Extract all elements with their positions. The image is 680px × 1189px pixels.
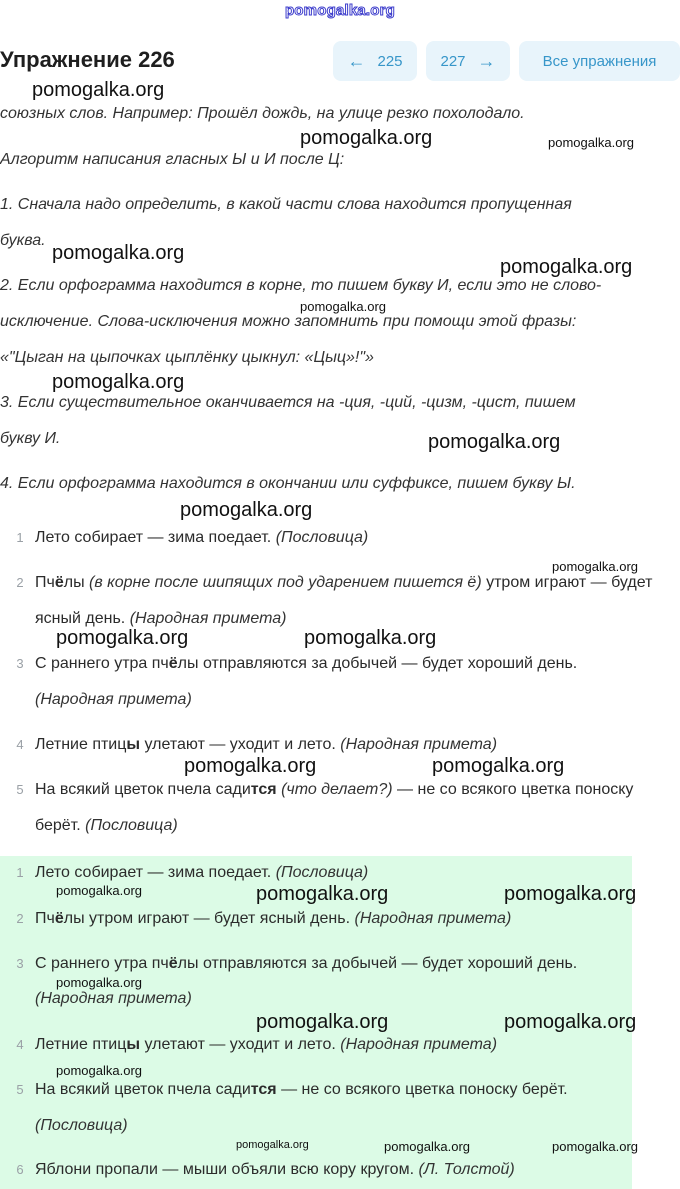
- watermark: pomogalka.org: [256, 1011, 389, 1033]
- item-number: 1: [16, 530, 24, 545]
- watermark: pomogalka.org: [504, 1011, 637, 1033]
- item-text: С раннего утра пчёлы отправляются за добычей — будет хороший день. (Народная примета): [35, 655, 578, 708]
- watermark: pomogalka.org: [56, 975, 142, 990]
- item-text: Лето собирает — зима поедает. (Пословица): [35, 864, 369, 881]
- watermark: pomogalka.org: [500, 256, 633, 278]
- item-text: Лето собирает — зима поедает. (Пословица): [35, 529, 369, 546]
- watermark: pomogalka.org: [56, 627, 189, 649]
- prev-exercise-label: 225: [377, 52, 403, 70]
- watermark: pomogalka.org: [256, 883, 389, 905]
- next-exercise-label: 227: [440, 52, 466, 70]
- item-text: С раннего утра пчёлы отправляются за добычей — будет хороший день. (Народная примета): [35, 955, 578, 1007]
- prev-exercise-button[interactable]: [333, 41, 417, 81]
- watermark: pomogalka.org: [504, 883, 637, 905]
- item-text: Яблони пропали — мыши объяли всю кору кругом. (Л. Толстой): [35, 1161, 515, 1178]
- item-number: 2: [16, 911, 24, 926]
- item-number: 3: [16, 656, 24, 671]
- site-header-logo[interactable]: pomogalka.org: [284, 2, 396, 19]
- algorithm-line: 2. Если орфограмма находится в корне, то пишем букву И, если это не слово-: [0, 277, 602, 294]
- algorithm-line: союзных слов. Например: Прошёл дождь, на улице резко похолодало.: [0, 105, 525, 122]
- item-number: 5: [16, 1082, 24, 1097]
- algorithm-line: 4. Если орфограмма находится в окончании или суффиксе, пишем букву Ы.: [0, 475, 576, 492]
- watermark: pomogalka.org: [52, 242, 185, 264]
- watermark: pomogalka.org: [300, 127, 433, 149]
- all-exercises-button[interactable]: Все упражнения: [519, 41, 680, 81]
- item-number: 6: [16, 1162, 24, 1177]
- watermark: pomogalka.org: [428, 431, 561, 453]
- watermark: pomogalka.org: [56, 1063, 142, 1078]
- watermark: pomogalka.org: [548, 135, 634, 150]
- item-text: Летние птицы улетают — уходит и лето. (Народная примета): [35, 1036, 498, 1053]
- algorithm-line: букву И.: [0, 430, 61, 447]
- algorithm-line: 3. Если существительное оканчивается на -ция, -ций, -цизм, -цист, пишем: [0, 394, 576, 411]
- arrow-left-icon: ←: [347, 50, 366, 71]
- watermark: pomogalka.org: [236, 1139, 309, 1151]
- watermark: pomogalka.org: [52, 371, 185, 393]
- item-number: 4: [16, 737, 24, 752]
- watermark: pomogalka.org: [552, 559, 638, 574]
- watermark: pomogalka.org: [184, 755, 317, 777]
- algorithm-line: исключение. Слова-исключения можно запомнить при помощи этой фразы:: [0, 313, 577, 330]
- algorithm-line: 1. Сначала надо определить, в какой части слова находится пропущенная: [0, 196, 572, 213]
- watermark: pomogalka.org: [432, 755, 565, 777]
- item-text: Пчёлы (в корне после шипящих под ударением пишется ё) утром играют — будет ясный день. (Народная примета): [35, 574, 653, 627]
- watermark: pomogalka.org: [384, 1139, 470, 1154]
- algorithm-line: «"Цыган на цыпочках цыплёнку цыкнул: «Цыц»!"»: [0, 349, 374, 366]
- item-text: На всякий цветок пчела садится (что делает?) — не со всякого цветка поноску берёт. (Пословица): [35, 781, 634, 834]
- item-number: 5: [16, 782, 24, 797]
- watermark: pomogalka.org: [180, 499, 313, 521]
- item-number: 3: [16, 956, 24, 971]
- watermark: pomogalka.org: [32, 79, 165, 101]
- watermark: pomogalka.org: [300, 299, 386, 314]
- watermark: pomogalka.org: [552, 1139, 638, 1154]
- item-number: 2: [16, 575, 24, 590]
- item-text: На всякий цветок пчела садится — не со всякого цветка поноску берёт. (Пословица): [35, 1081, 568, 1134]
- item-number: 4: [16, 1037, 24, 1052]
- algorithm-line: буква.: [0, 232, 46, 249]
- watermark: pomogalka.org: [304, 627, 437, 649]
- page-title: Упражнение 226: [0, 47, 175, 72]
- item-text: Летние птицы улетают — уходит и лето. (Народная примета): [35, 736, 498, 753]
- next-exercise-button[interactable]: [426, 41, 510, 81]
- watermark: pomogalka.org: [56, 883, 142, 898]
- item-number: 1: [16, 865, 24, 880]
- item-text: Пчёлы утром играют — будет ясный день. (Народная примета): [35, 910, 512, 927]
- algorithm-line: Алгоритм написания гласных Ы и И после Ц:: [0, 151, 345, 168]
- arrow-right-icon: →: [477, 50, 496, 71]
